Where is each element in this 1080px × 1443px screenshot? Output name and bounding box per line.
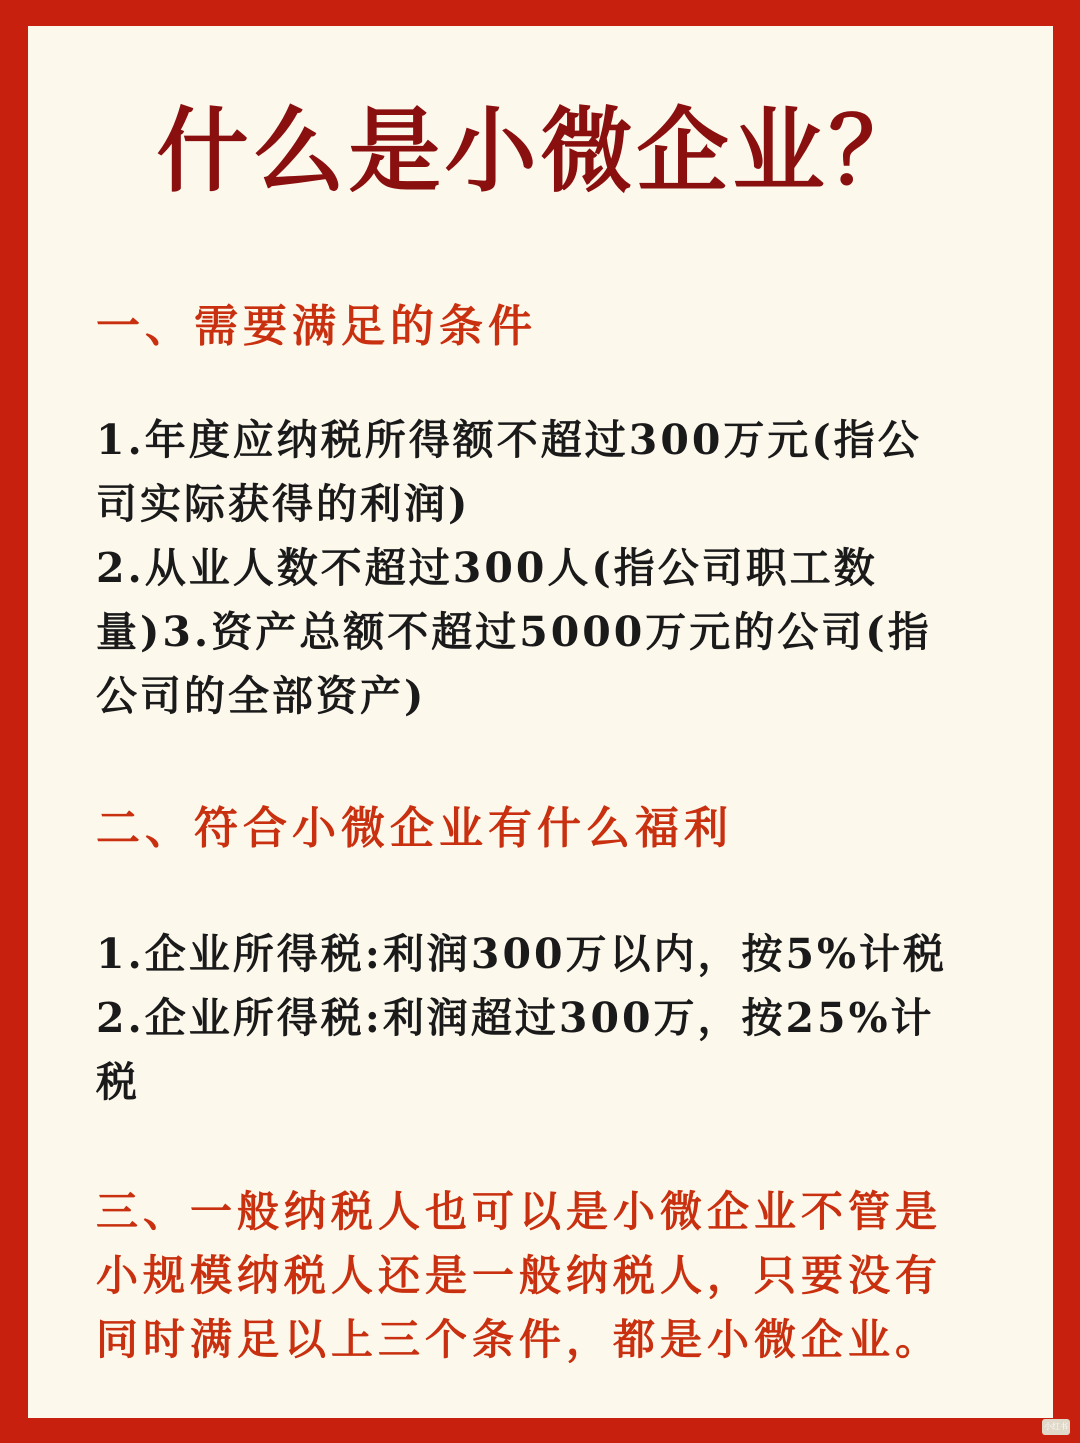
page-title: 什么是小微企业？: [156, 97, 925, 205]
section-1-line-4: 量)3.资产总额不超过5000万元的公司(指: [96, 608, 932, 656]
section-3-line-3: 同时满足以上三个条件，都是小微企业。: [96, 1315, 943, 1364]
section-2-body: [96, 922, 996, 1114]
section-1-body: [96, 408, 996, 728]
section-3-line-2: 小规模纳税人还是一般纳税人，只要没有: [96, 1251, 943, 1300]
section-2-line-2: 2.企业所得税:利润超过300万，按25%计: [96, 994, 935, 1042]
section-1-line-2: 司实际获得的利润): [96, 480, 471, 528]
section-1-heading: 一、需要满足的条件: [96, 301, 537, 352]
section-3-line-1: 三、一般纳税人也可以是小微企业不管是: [96, 1187, 943, 1236]
section-3-paragraph: [96, 1180, 996, 1372]
watermark-logo: 小红书: [1042, 1419, 1070, 1435]
section-2-line-1: 1.企业所得税:利润300万以内，按5%计税: [96, 930, 948, 978]
content-card: [28, 26, 1053, 1418]
section-1-line-5: 公司的全部资产): [96, 672, 427, 720]
section-1-line-3: 2.从业人数不超过300人(指公司职工数: [96, 544, 878, 592]
section-1-line-1: 1.年度应纳税所得额不超过300万元(指公: [96, 416, 922, 464]
section-2-heading: 二、符合小微企业有什么福利: [96, 803, 733, 854]
section-2-line-3: 税: [96, 1058, 140, 1106]
